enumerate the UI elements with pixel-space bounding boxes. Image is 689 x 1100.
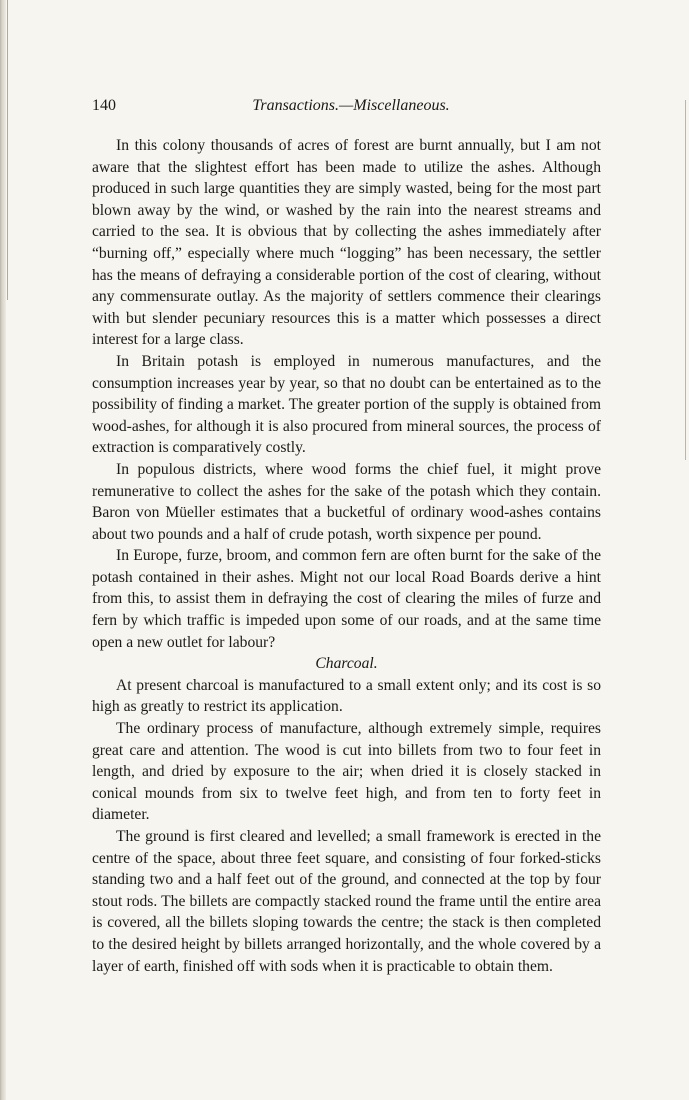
margin-shadow-line bbox=[685, 100, 686, 460]
page-number: 140 bbox=[92, 97, 116, 114]
section-heading: Charcoal. bbox=[315, 655, 378, 673]
page-binding-edge bbox=[0, 0, 6, 1100]
paragraph: The ground is first cleared and levelled; a small framework is erected in the centre of the space, about three feet square, and consisting of four forked-sticks standing two and a half feet out of the ground, and connected at the top by four stout rods. The billets are compactly stacked round the frame until the entire area is covered, all the billets sloping towards the centre; the stack is then completed to the desired height by billets arranged horizontally, and the whole covered by a layer of earth, finished off with sods when it is practicable to obtain them. bbox=[92, 828, 601, 975]
body-text bbox=[92, 135, 601, 977]
paragraph: At present charcoal is manufactured to a small extent only; and its cost is so high as greatly to restrict its application. bbox=[92, 676, 601, 716]
paragraph: The ordinary process of manufacture, although extremely simple, requires great care and attention. The wood is cut into billets from two to four feet in length, and dried by exposure to the air; when dried it is closely stacked in conical mounds from six to twelve feet high, and from ten to forty feet in diameter. bbox=[92, 720, 601, 824]
paragraph: In Europe, furze, broom, and common fern are often burnt for the sake of the potash contained in their ashes. Might not our local Road Boards derive a hint from this, to assist them in defraying the cost of clearing the miles of furze and fern by which traffic is impeded upon some of our roads, and at the same time open a new outlet for labour? bbox=[92, 547, 601, 651]
page-header bbox=[92, 96, 612, 116]
binding-shadow-line bbox=[7, 0, 8, 300]
paragraph: In populous districts, where wood forms the chief fuel, it might prove remunerative to collect the ashes for the sake of the potash which they contain. Baron von Müeller estimates that a bucketful of ordinary wood-ashes contains about two pounds and a half of crude potash, worth sixpence per pound. bbox=[92, 460, 601, 543]
paragraph: In this colony thousands of acres of forest are burnt annually, but I am not aware that the slightest effort has been made to utilize the ashes. Although produced in such large quantities they are simply wasted, being for the most part blown away by the wind, or washed by the rain into the nearest streams and carried to the sea. It is obvious that by collecting the ashes immediately after “burning off,” especially where much “logging” has been necessary, the settler has the means of defraying a considerable portion of the cost of clearing, without any commensurate outlay. As the majority of settlers commence their clearings with but slender pecuniary resources this is a matter which possesses a direct interest for a large class. bbox=[92, 137, 601, 349]
running-title: Transactions.—Miscellaneous. bbox=[252, 97, 450, 114]
paragraph: In Britain potash is employed in numerous manufactures, and the consumption increases year by year, so that no doubt can be entertained as to the possibility of finding a market. The greater portion of the supply is obtained from wood-ashes, for although it is also procured from mineral sources, the process of extraction is comparatively costly. bbox=[92, 352, 601, 457]
